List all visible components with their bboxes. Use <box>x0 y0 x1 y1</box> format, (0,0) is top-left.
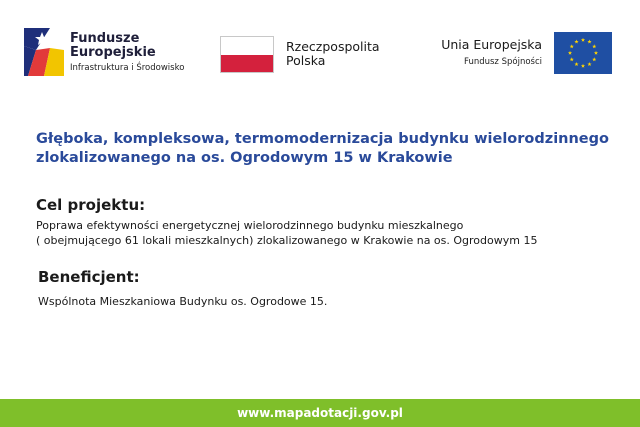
beneficjent-text: Wspólnota Mieszkaniowa Budynku os. Ogrodowe 15. <box>38 295 328 308</box>
cel-projektu-heading: Cel projektu: <box>36 196 146 214</box>
footer-url-link[interactable]: www.mapadotacji.gov.pl <box>237 406 403 420</box>
project-title: Głęboka, kompleksowa, termomodernizacja budynku wielorodzinnego zlokalizowanego na os. Ogrodowym 15 w Krakowie <box>36 131 609 166</box>
cel-projektu-text <box>36 218 626 248</box>
fundusz-spojnosci: Fundusz Spójności <box>464 57 542 67</box>
rzeczpospolita-line2: Polska <box>286 53 326 68</box>
polish-flag-icon <box>220 36 274 73</box>
rzeczpospolita-text <box>286 40 380 68</box>
unia-europejska-text <box>420 38 542 68</box>
fundusze-program: Infrastruktura i Środowisko <box>70 63 185 73</box>
rzeczpospolita-line1: Rzeczpospolita <box>286 39 380 54</box>
fundusze-europejskie-text <box>70 32 184 74</box>
cel-projektu-line2: ( obejmującego 61 lokali mieszkalnych) zlokalizowanego w Krakowie na os. Ogrodowym 15 <box>36 234 538 247</box>
fundusze-europejskie-logo-icon <box>24 28 64 76</box>
eu-flag-icon <box>554 32 612 74</box>
fundusze-line1: Fundusze <box>70 31 140 46</box>
logo-bar <box>0 0 640 100</box>
unia-europejska-name: Unia Europejska <box>441 37 542 52</box>
cel-projektu-line1: Poprawa efektywności energetycznej wielorodzinnego budynku mieszkalnego <box>36 219 464 232</box>
footer-bar <box>0 399 640 427</box>
fundusze-line2: Europejskie <box>70 45 156 60</box>
beneficjent-heading: Beneficjent: <box>38 268 140 286</box>
